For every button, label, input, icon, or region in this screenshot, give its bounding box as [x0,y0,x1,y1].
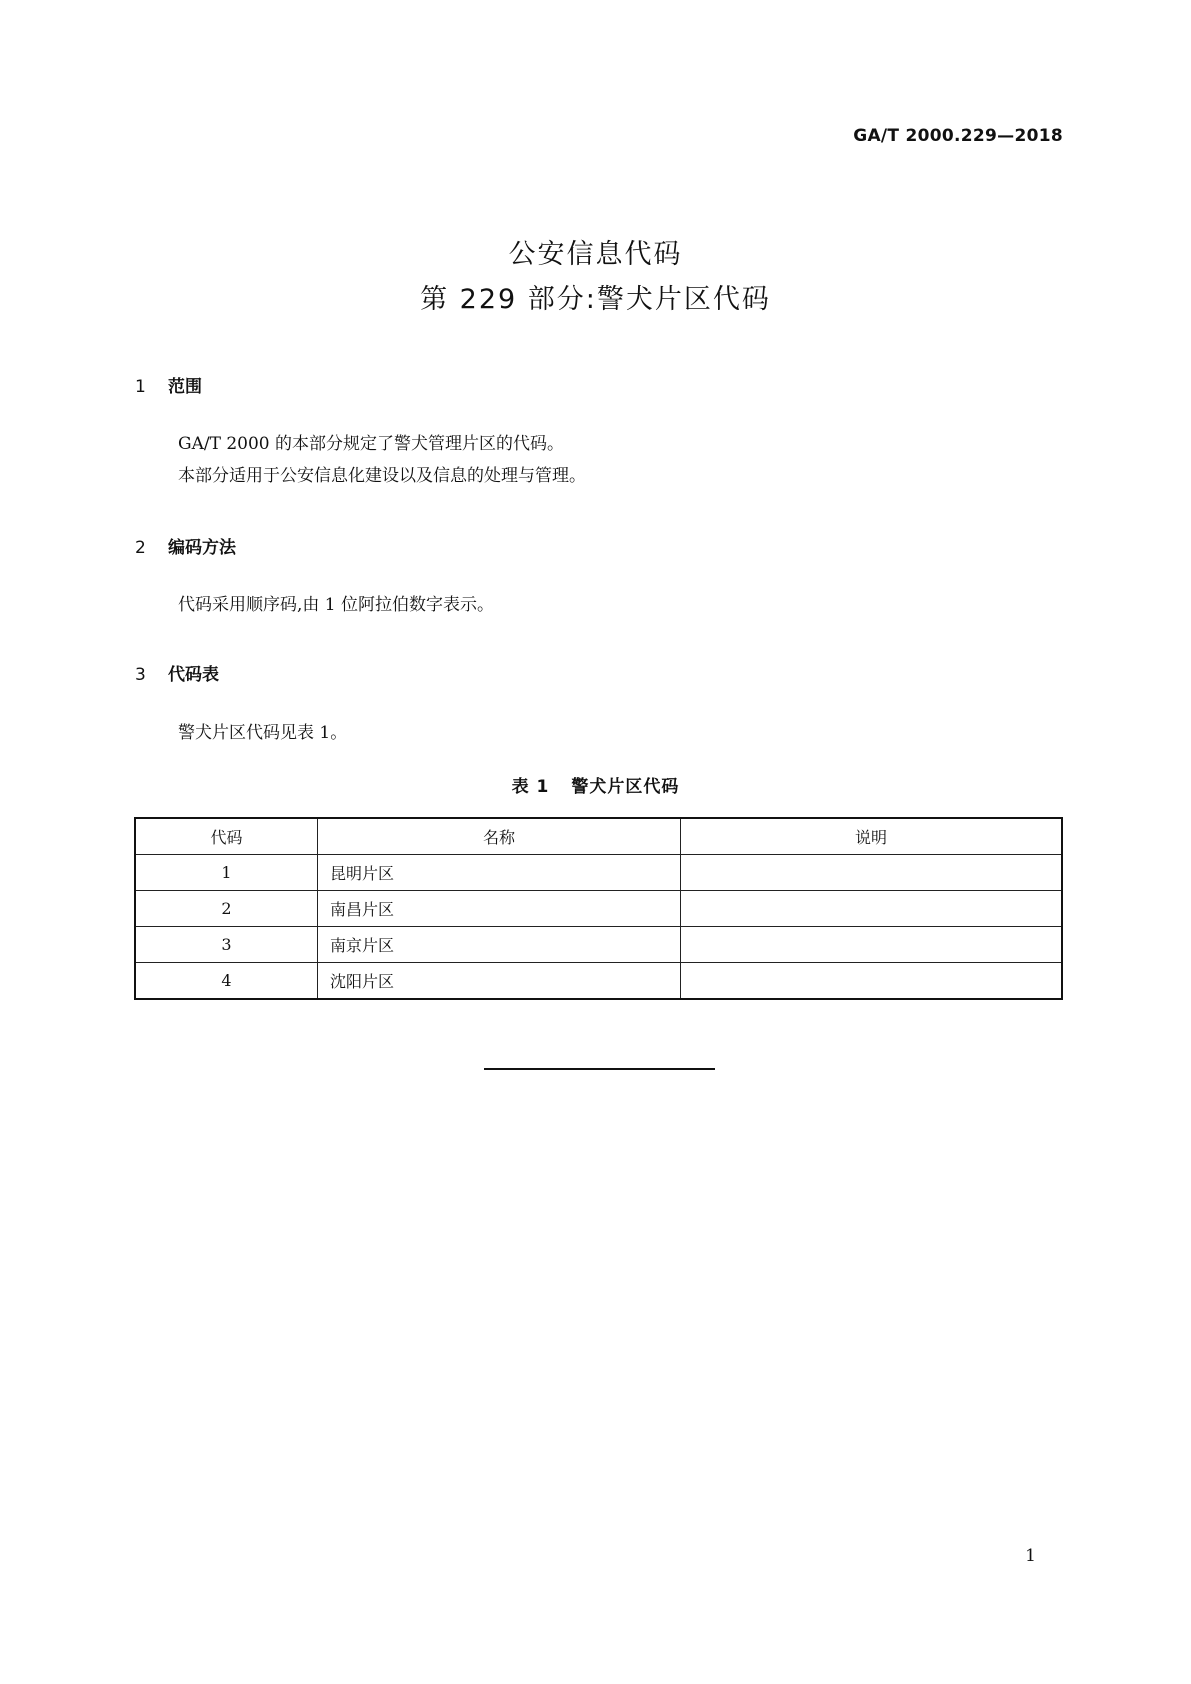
standard-code: GA/T 2000.229—2018 [853,126,1063,146]
table-header-row [135,818,1062,855]
column-header-description: 说明 [681,818,1063,855]
section-paragraph: 代码采用顺序码,由 1 位阿拉伯数字表示。 [178,595,495,615]
cell-code: 3 [135,927,318,963]
cell-name: 昆明片区 [318,855,681,891]
section-title: 代码表 [168,665,219,685]
page-number: 1 [1025,1546,1036,1566]
column-header-name: 名称 [318,818,681,855]
cell-description [681,927,1063,963]
cell-description [681,963,1063,1000]
cell-name: 沈阳片区 [318,963,681,1000]
cell-code: 4 [135,963,318,1000]
section-heading-encoding [135,533,236,558]
section-paragraph: GA/T 2000 的本部分规定了警犬管理片区的代码。 [178,434,564,454]
column-header-code: 代码 [135,818,318,855]
document-title: 公安信息代码 [508,239,683,270]
section-heading-code-table [135,660,219,685]
cell-name: 南京片区 [318,927,681,963]
section-number: 1 [135,377,146,397]
table-row [135,963,1062,1000]
cell-name: 南昌片区 [318,891,681,927]
table-row [135,855,1062,891]
end-of-document-rule [484,1068,715,1070]
section-paragraph: 警犬片区代码见表 1。 [178,723,348,743]
section-paragraph: 本部分适用于公安信息化建设以及信息的处理与管理。 [178,466,586,486]
cell-code: 2 [135,891,318,927]
section-heading-scope [135,372,202,397]
table-caption-number: 表 1 [511,777,550,797]
table-row [135,891,1062,927]
table-caption [0,772,1191,797]
cell-code: 1 [135,855,318,891]
code-table [134,817,1063,1000]
section-title: 范围 [168,377,202,397]
section-title: 编码方法 [168,538,236,558]
document-subtitle: 第 229 部分:警犬片区代码 [420,284,771,315]
table-row [135,927,1062,963]
section-number: 3 [135,665,146,685]
cell-description [681,891,1063,927]
table-caption-title: 警犬片区代码 [571,777,680,797]
cell-description [681,855,1063,891]
section-number: 2 [135,538,146,558]
